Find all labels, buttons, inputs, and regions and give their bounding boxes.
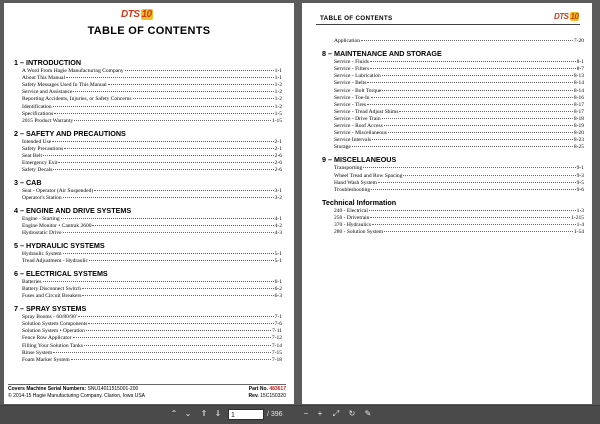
toc-entry[interactable] <box>334 109 584 116</box>
toc-entry-page: 6-2 <box>274 286 282 293</box>
dot-leader <box>73 91 273 92</box>
toc-entry[interactable] <box>22 321 282 328</box>
toc-entry[interactable] <box>22 279 282 286</box>
toc-entry-title: Hydraulic System <box>22 251 62 257</box>
dot-leader <box>382 90 573 91</box>
toc-entry-page: 2-6 <box>274 167 282 173</box>
toc-entry-page: 9-3 <box>576 172 584 179</box>
toc-entry-page: 8-23 <box>573 137 584 144</box>
toc-entry-title: Engine Monitor • Cantrak 2600 <box>22 223 92 229</box>
toc-entry-page: 4-1 <box>274 215 282 222</box>
toc-entry-page: 7-1 <box>274 314 282 321</box>
page-title: TABLE OF CONTENTS <box>320 15 393 22</box>
section-heading[interactable]: 5 – HYDRAULIC SYSTEMS <box>14 241 105 250</box>
toc-entry[interactable] <box>334 59 584 66</box>
toc-entry-page: 2-6 <box>274 159 282 166</box>
toc-entry-page: 1-4 <box>576 222 584 228</box>
toc-entry-page: 1-2 <box>274 82 282 89</box>
toc-entry[interactable] <box>22 68 282 75</box>
toc-entry-page: 8-18 <box>573 115 584 122</box>
toc-entry-page: 9-1 <box>576 165 584 172</box>
toc-entry[interactable] <box>22 335 282 342</box>
toc-entry-title: Service - Toe-In <box>334 94 370 101</box>
toc-entry-title: Engine - Starting <box>22 215 60 222</box>
dot-leader <box>64 148 274 149</box>
dot-leader <box>382 75 573 76</box>
toc-entry-title: Batteries <box>22 279 42 285</box>
toc-entry-title: 2015 Product Warranty <box>22 117 74 124</box>
page-up-icon[interactable]: ⇑ <box>200 409 208 418</box>
toc-entry-title: Solution System Components <box>22 321 88 328</box>
toc-entry-page: 7-6 <box>274 321 282 328</box>
toc-entry-title: Foam Marker System <box>22 356 70 363</box>
toc-entry[interactable] <box>22 314 282 321</box>
toc-entry-page: 1-2 <box>274 96 282 103</box>
dot-leader <box>66 77 274 78</box>
toc-entry-page: 5-1 <box>274 258 282 265</box>
dts-logo: DTS 10 <box>554 12 579 21</box>
toc-entry-title: Troubleshooting <box>334 186 371 193</box>
toc-entry[interactable] <box>334 73 584 80</box>
toc-entry-title: Service - Tread Adjust Shims <box>334 108 399 115</box>
toc-entry-page: 8-17 <box>573 101 584 108</box>
toc-entry-title: Service - Miscellaneous <box>334 130 387 137</box>
toc-entry-page: 7-11 <box>272 328 282 335</box>
dot-leader <box>403 175 575 176</box>
pdf-viewer-toolbar <box>0 405 600 424</box>
toc-entry-page: 7-20 <box>573 38 584 44</box>
page-count: / 396 <box>267 411 283 418</box>
dot-leader <box>53 352 271 353</box>
dot-leader <box>74 120 271 121</box>
toc-entry[interactable] <box>334 222 584 229</box>
toc-entry-page: 7-18 <box>271 356 282 363</box>
footer-rule <box>8 384 286 385</box>
toc-entry-title: Service - Drive Train <box>334 115 381 122</box>
toc-entry[interactable] <box>22 82 282 89</box>
toc-entry-page: 1-1 <box>274 75 282 82</box>
toc-entry[interactable] <box>22 230 282 237</box>
toc-entry-title: 240 - Electrical <box>334 207 368 214</box>
dot-leader <box>92 225 273 226</box>
dot-leader <box>371 189 575 190</box>
toc-entry-title: Seat - Operator (Air Suspended) <box>22 187 94 194</box>
section-heading[interactable]: Technical Information <box>322 197 397 207</box>
dot-leader <box>352 146 573 147</box>
toc-entry[interactable] <box>22 293 282 300</box>
dot-leader <box>52 141 273 142</box>
section-heading[interactable]: 2 – SAFETY AND PRECAUTIONS <box>14 128 126 138</box>
page-title: TABLE OF CONTENTS <box>87 25 211 37</box>
toc-entry-title: 370 - Hydraulics <box>334 222 371 228</box>
toc-entry-page: 4-2 <box>274 223 282 229</box>
toc-entry[interactable] <box>22 258 282 265</box>
toc-entry-title: Operator's Station <box>22 195 62 201</box>
dot-leader <box>43 155 274 156</box>
section-heading[interactable]: 9 – MISCELLANEOUS <box>322 155 397 165</box>
toc-entry-title: Service - Lubrication <box>334 73 381 80</box>
toc-entry-page: 2-1 <box>274 138 282 145</box>
toc-entry-page: 9-6 <box>576 186 584 193</box>
section-heading[interactable]: 4 – ENGINE AND DRIVE SYSTEMS <box>14 205 132 215</box>
dot-leader <box>388 132 573 133</box>
toc-entry-title: Spray Booms - 60/80/90' <box>22 314 77 321</box>
toc-entry[interactable] <box>334 102 584 109</box>
toc-entry[interactable] <box>334 38 584 45</box>
toc-entry-title: Service - Bolt Torque <box>334 87 382 94</box>
toc-entry-page: 7-15 <box>271 349 282 356</box>
dot-leader <box>399 111 572 112</box>
dot-leader <box>384 231 573 232</box>
dot-leader <box>372 139 573 140</box>
toc-entry[interactable] <box>22 328 282 335</box>
toc-entry-page: 3-2 <box>274 195 282 201</box>
document-page-right <box>302 3 592 404</box>
toc-entry[interactable] <box>334 80 584 87</box>
toc-entry-page: 1-215 <box>571 214 584 221</box>
toc-entry-title: Seat Belt <box>22 152 43 159</box>
dot-leader <box>61 218 274 219</box>
section-heading[interactable]: 8 – MAINTENANCE AND STORAGE <box>322 49 442 59</box>
toc-entry-title: Wheel Tread and Row Spacing <box>334 172 403 179</box>
toc-entry-page: 4-3 <box>274 230 282 237</box>
toc-entry[interactable] <box>22 104 282 111</box>
toc-entry[interactable] <box>22 153 282 160</box>
rotate-icon[interactable]: ↻ <box>348 409 356 418</box>
toc-entry-page: 8-7 <box>576 66 584 73</box>
toc-entry[interactable] <box>334 187 584 194</box>
toc-entry[interactable] <box>334 66 584 73</box>
dot-leader <box>133 98 274 99</box>
toc-entry-title: Fence Row Applicator <box>22 335 72 342</box>
toc-entry-title: Application <box>334 38 360 44</box>
toc-entry-page: 8-16 <box>573 94 584 101</box>
toc-entry-title: Service and Assistance <box>22 89 73 96</box>
toc-entry-title: Transporting <box>334 165 363 172</box>
toc-entry[interactable] <box>22 188 282 195</box>
dot-leader <box>53 169 273 170</box>
toc-entry-title: Tread Adjustment - Hydraulic <box>22 258 88 265</box>
toc-entry-title: Service - Fluids <box>334 59 369 66</box>
dot-leader <box>369 210 576 211</box>
dot-leader <box>86 330 271 331</box>
toc-entry-title: 280 - Solution System <box>334 229 384 236</box>
title-rule <box>316 24 580 25</box>
dot-leader <box>78 316 274 317</box>
toc-entry[interactable] <box>22 96 282 103</box>
dot-leader <box>63 253 274 254</box>
toc-entry-title: Service - Tires <box>334 101 367 108</box>
dot-leader <box>84 345 271 346</box>
toc-entry[interactable] <box>334 229 584 236</box>
toc-entry[interactable] <box>334 173 584 180</box>
toc-entry-title: Identification <box>22 103 52 110</box>
section-heading[interactable]: 3 – CAB <box>14 177 42 187</box>
toc-entry[interactable] <box>22 118 282 125</box>
toc-entry-page: 7-14 <box>271 342 282 349</box>
toc-entry-title: Solution System • Operation <box>22 328 85 335</box>
toc-entry-page: 7-12 <box>271 335 282 342</box>
section-heading[interactable]: 7 – SPRAY SYSTEMS <box>14 304 87 314</box>
toc-entry-page: 1-2 <box>274 89 282 96</box>
toc-entry[interactable] <box>22 286 282 293</box>
dot-leader <box>372 224 576 225</box>
toc-entry-page: 1-1 <box>274 68 282 74</box>
toc-entry-title: Service - Belts <box>334 80 367 87</box>
zoom-in-icon[interactable]: + <box>317 409 323 418</box>
dot-leader <box>370 68 576 69</box>
toc-entry[interactable] <box>334 144 584 151</box>
toc-entry[interactable] <box>334 208 584 215</box>
section-heading[interactable]: 6 – ELECTRICAL SYSTEMS <box>14 269 108 278</box>
dot-leader <box>371 97 573 98</box>
toc-entry-page: 8-17 <box>573 108 584 115</box>
toc-entry-title: Safety Decals <box>22 167 53 173</box>
section-heading[interactable]: 1 – INTRODUCTION <box>14 58 82 67</box>
dot-leader <box>367 104 573 105</box>
toc-entry-page: 8-20 <box>573 130 584 137</box>
serial-line: Covers Machine Serial Numbers: SNU14011515001-200 <box>8 386 139 392</box>
toc-entry[interactable] <box>334 165 584 172</box>
dot-leader <box>63 197 274 198</box>
toc-entry[interactable] <box>334 88 584 95</box>
dot-leader <box>384 125 573 126</box>
toc-entry-page: 2-1 <box>274 145 282 152</box>
comment-icon[interactable]: ✎ <box>364 409 372 418</box>
dts-logo: DTS 10 <box>121 9 152 20</box>
page-number-input[interactable]: 1 <box>228 409 264 420</box>
dot-leader <box>89 260 274 261</box>
toc-entry[interactable] <box>334 180 584 187</box>
toc-entry[interactable] <box>334 137 584 144</box>
toc-entry-title: Intended Use <box>22 138 52 145</box>
toc-entry-title: Service - Roof Access <box>334 123 383 129</box>
document-page-left <box>4 3 294 404</box>
dot-leader <box>43 281 274 282</box>
dot-leader <box>363 167 575 168</box>
toc-entry-page: 1-2 <box>274 103 282 110</box>
dot-leader <box>82 288 274 289</box>
toc-entry-title: A Word From Hagie Manufacturing Company <box>22 68 124 74</box>
toc-entry[interactable] <box>22 223 282 230</box>
zoom-out-icon[interactable]: − <box>303 409 309 418</box>
toc-entry[interactable] <box>22 350 282 357</box>
dot-leader <box>58 162 273 163</box>
toc-entry[interactable] <box>22 357 282 364</box>
toc-entry-title: Hydrostatic Drive <box>22 230 62 237</box>
toc-entry-page: 1-54 <box>573 229 584 236</box>
copyright: © 2014-15 Hagie Manufacturing Company. Clarion, Iowa USA <box>8 393 145 399</box>
dot-leader <box>53 106 274 107</box>
prev-page-icon[interactable]: ⌃ <box>170 409 178 418</box>
toc-entry-title: About This Manual <box>22 75 65 82</box>
part-number: Part No. 483617 <box>248 386 286 392</box>
dot-leader <box>88 323 273 324</box>
toc-entry[interactable] <box>22 139 282 146</box>
toc-entry[interactable] <box>22 160 282 167</box>
toc-entry[interactable] <box>334 215 584 222</box>
toc-entry-page: 1-3 <box>576 207 584 214</box>
toc-entry-title: Storage <box>334 144 351 151</box>
page-down-icon[interactable]: ⇓ <box>214 409 222 418</box>
dot-leader <box>108 84 274 85</box>
toc-entry-title: Hand Wash System <box>334 179 377 186</box>
toc-entry-page: 8-25 <box>573 144 584 151</box>
toc-entry[interactable] <box>22 167 282 174</box>
toc-entry-page: 3-1 <box>274 187 282 194</box>
toc-entry[interactable] <box>22 146 282 153</box>
toc-entry[interactable] <box>334 116 584 123</box>
toc-entry-title: Emergency Exit <box>22 159 58 166</box>
toc-entry-title: Specifications <box>22 110 54 117</box>
toc-entry-title: Safety Messages Used In This Manual <box>22 82 107 89</box>
toc-entry-title: Rinse System <box>22 349 53 356</box>
dot-leader <box>63 232 274 233</box>
toc-entry-title: Filling Your Solution Tanks <box>22 342 83 349</box>
fit-width-icon[interactable]: ⤢ <box>332 409 340 418</box>
toc-entry-title: 250 - Drivetrain <box>334 214 370 221</box>
toc-entry-page: 1-15 <box>271 117 282 124</box>
dot-leader <box>125 70 274 71</box>
toc-entry[interactable] <box>22 111 282 118</box>
dot-leader <box>82 295 273 296</box>
dot-leader <box>382 118 573 119</box>
toc-entry-page: 8-13 <box>573 73 584 80</box>
dot-leader <box>73 337 271 338</box>
dot-leader <box>54 113 273 114</box>
dot-leader <box>370 217 570 218</box>
toc-entry-title: Reporting Accidents, Injuries, or Safety Concerns <box>22 96 132 103</box>
toc-entry[interactable] <box>22 343 282 350</box>
dot-leader <box>378 182 576 183</box>
toc-entry-title: Fuses and Circuit Breakers <box>22 293 82 300</box>
toc-entry-page: 2-6 <box>274 152 282 159</box>
toc-entry-page: 1-5 <box>274 110 282 117</box>
toc-entry-title: Safety Precautions <box>22 145 64 152</box>
toc-entry[interactable] <box>22 251 282 258</box>
revision: Rev. 15C150320 <box>248 393 286 399</box>
toc-entry-page: 8-19 <box>573 123 584 129</box>
toc-entry[interactable] <box>334 123 584 130</box>
toc-entry-page: 6-1 <box>274 279 282 285</box>
toc-entry-page: 8-1 <box>576 59 584 66</box>
toc-entry[interactable] <box>334 95 584 102</box>
toc-entry[interactable] <box>334 130 584 137</box>
next-page-icon[interactable]: ⌄ <box>184 409 192 418</box>
toc-entry[interactable] <box>22 216 282 223</box>
toc-entry-title: Service - Filters <box>334 66 370 73</box>
dot-leader <box>71 359 271 360</box>
toc-entry-page: 6-3 <box>274 293 282 300</box>
toc-entry[interactable] <box>22 195 282 202</box>
toc-entry-page: 8-14 <box>573 80 584 87</box>
toc-entry-page: 5-1 <box>274 251 282 257</box>
toc-entry-page: 9-5 <box>576 179 584 186</box>
toc-entry-title: Battery Disconnect Switch <box>22 286 81 293</box>
dot-leader <box>361 40 573 41</box>
dot-leader <box>367 82 573 83</box>
toc-entry-title: Service Intervals <box>334 137 372 144</box>
toc-entry-page: 8-14 <box>573 87 584 94</box>
dot-leader <box>370 61 576 62</box>
dot-leader <box>94 190 273 191</box>
